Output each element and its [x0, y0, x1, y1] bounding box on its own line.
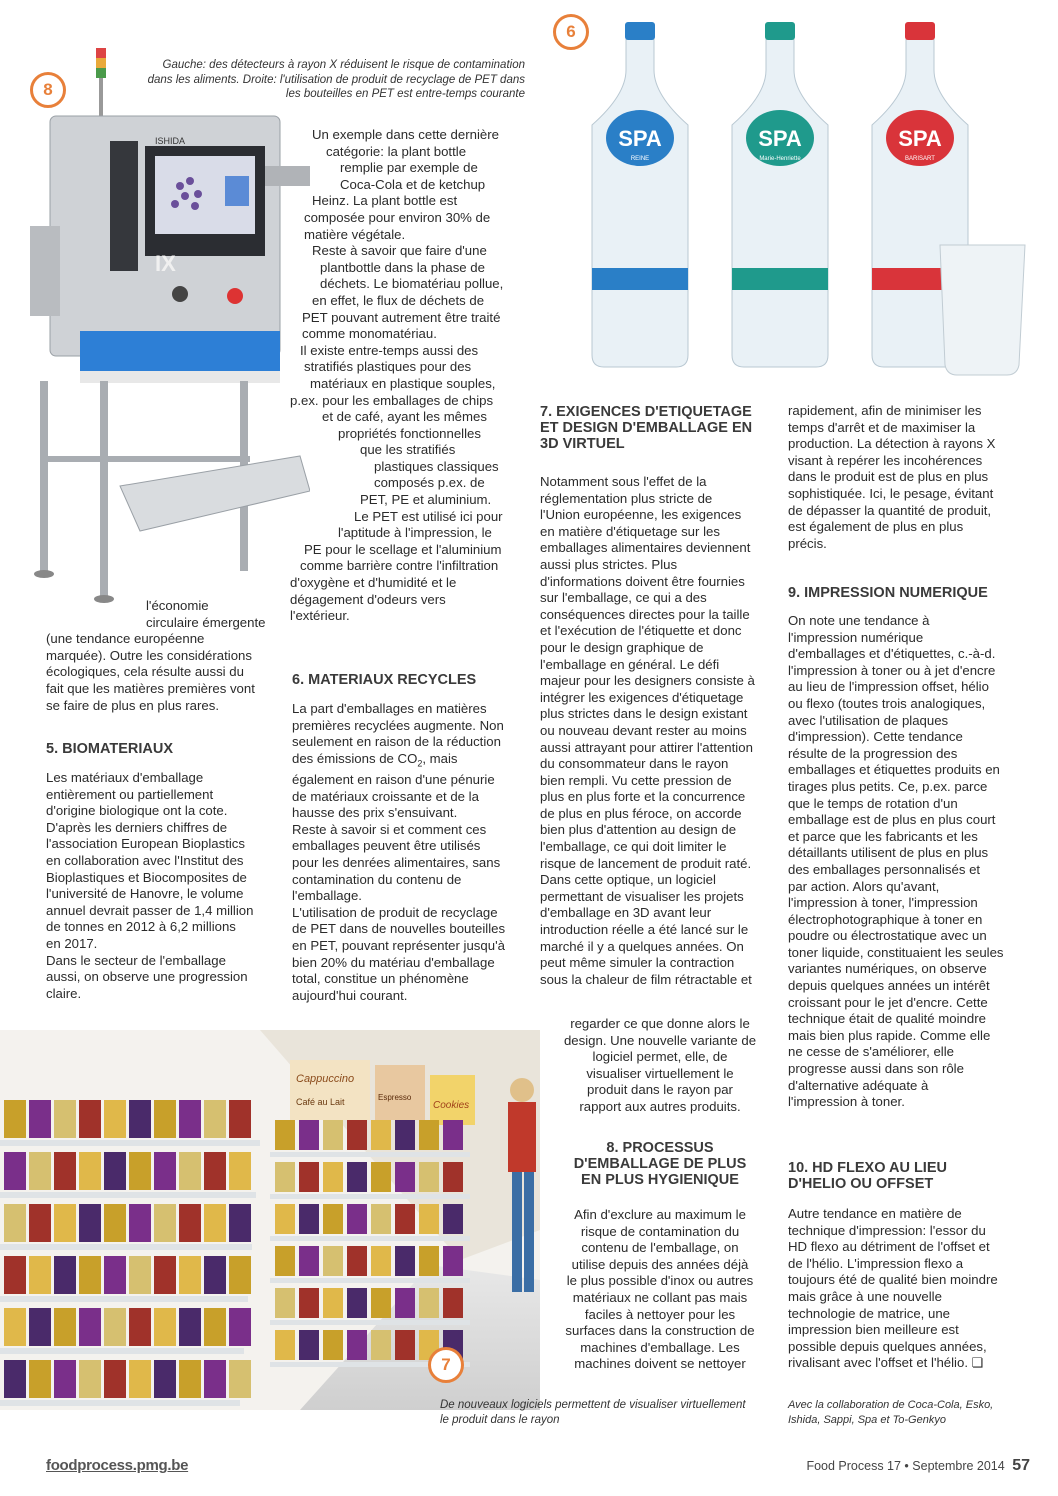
text-line: introduction réelle a été lancé sur le [540, 922, 749, 938]
text-line: intégrer les exigences d'étiquetage [540, 689, 744, 705]
text-line: temps d'arrêt et de maximiser la [788, 419, 976, 435]
text-line: en matière d'étiquetage sur les [540, 523, 720, 539]
text-line: que les stratifiés [360, 442, 456, 458]
text-line: aujourd'hui courant. [292, 987, 408, 1003]
text-line: précis. [788, 535, 827, 551]
text-line: l'emballage en général. Le défi [540, 656, 720, 672]
text-line: catégorie: la plant bottle [326, 143, 467, 159]
text-line: d'emballage en 3D avant leur [540, 905, 712, 921]
text-line: déchets. Le biomatériau pollue, [320, 276, 504, 292]
text-line: composés p.ex. de [374, 475, 485, 491]
text-line: sur l'emballage, ce qui a des [540, 590, 707, 606]
text-line: technique d'impression: l'essor du [788, 1222, 986, 1238]
text-line: dans le produit est de plus en plus [788, 469, 989, 485]
spa-bottle [592, 22, 688, 367]
paragraph-7-tail [540, 1016, 780, 1116]
text-line: comme monomatériau. [302, 326, 437, 342]
text-line: aussi attrayant pour attirer l'attention [540, 739, 753, 755]
text-line: ne cesse de s'améliorer, elle [788, 1044, 954, 1060]
text-line: Heinz. La plant bottle est [312, 193, 458, 209]
text-line: poudre ou électrostatique avec un [788, 928, 987, 944]
text-line: emballages et étiquettes produits en [788, 762, 1000, 778]
text-line: Dans cette optique, un logiciel [540, 872, 716, 888]
text-line: marquée). Outre les considérations [46, 647, 252, 663]
heading-6: 6. MATERIAUX RECYCLES [292, 672, 477, 688]
text-line: bien rempli. Vu cette pression de [540, 772, 732, 788]
text-line: marché il y a quelques années. On [540, 938, 744, 954]
text-line: Un exemple dans cette dernière [312, 127, 499, 142]
caption-top [120, 58, 525, 102]
text-line: en 2017. [46, 935, 98, 951]
text-line: d'alternative adéquate à [788, 1077, 929, 1093]
bottle-variant: REINE [630, 156, 650, 162]
text-line: Le PET est utilisé ici pour [354, 508, 503, 524]
text-line: également en raison d'une pénurie [292, 772, 495, 788]
p6-line-1: La part d'emballages en matières [292, 701, 487, 716]
caption-top-line-1: Gauche: des détecteurs à rayon X réduisent le risque de contamination [162, 59, 525, 71]
text-line: le plus possible d'inox ou autres [566, 1273, 754, 1289]
sign-cappuccino: Cappuccino [296, 1073, 355, 1085]
text-line: depuis quelques années un intérêt [788, 978, 990, 994]
text-line: et l'exécution de l'étiquette et donc [540, 623, 742, 639]
text-line: l'impression à toner ou à jet d'encre [788, 662, 996, 678]
text-line: emballage est de plus en plus court [788, 812, 996, 828]
text-line: rapport aux autres produits. [579, 1098, 741, 1114]
caption-bottom-line-1: De nouveaux logiciels permettent de visualiser virtuellement [440, 1399, 746, 1411]
p6-line-4-post: , mais [422, 750, 458, 766]
caption-top-line-3: les bouteilles en PET est entre-temps courante [285, 88, 525, 100]
text-line: ou flexo (toutes trois analogiques, [788, 695, 986, 711]
text-line: D'EMBALLAGE DE PLUS [573, 1156, 747, 1172]
text-line: production. La détection à rayons X [788, 436, 996, 452]
text-line: résulte de la progression des [788, 745, 958, 761]
text-line: possible depuis quelques années, [788, 1338, 987, 1354]
text-line: stratifiés plastiques pour des [304, 359, 472, 375]
machine-brand: ISHIDA [155, 136, 186, 146]
text-line: Reste à savoir que faire d'une [312, 243, 487, 259]
text-line: impression bien meilleure est [788, 1322, 959, 1338]
figure-badge-8: 8 [30, 72, 66, 108]
text-line: croissant pour le jet d'encre. Cette [788, 994, 988, 1010]
text-line: ET DESIGN D'EMBALLAGE EN [540, 420, 753, 436]
text-line: se faire de plus en plus rares. [46, 697, 219, 713]
text-line: composée pour environ 30% de [304, 209, 491, 225]
text-line: plantbottle dans la phase de [320, 259, 485, 275]
footer-page-number: 57 [1012, 1457, 1030, 1474]
text-line: est également de plus en plus [788, 519, 964, 535]
text-line: faciles à nettoyer pour les [584, 1306, 736, 1322]
text-line: matière végétale. [304, 226, 406, 242]
paragraph-6 [292, 701, 532, 1004]
credits-line-2: Ishida, Sappi, Spa et To-Genkyo [788, 1413, 946, 1426]
text-line: surfaces dans la construction de [565, 1323, 755, 1339]
text-line: mais grâce à une nouvelle [788, 1288, 942, 1304]
text-line: D'HELIO OU OFFSET [788, 1176, 934, 1192]
text-line: l'économie [146, 598, 209, 613]
credits-line-1: Avec la collaboration de Coca-Cola, Esko, [788, 1399, 994, 1411]
text-line: PE pour le scellage et l'aluminium [304, 541, 502, 557]
text-line: HD flexo au détriment de l'offset et [788, 1239, 990, 1255]
text-line: p.ex. pour les emballages de chips [290, 392, 494, 408]
text-line: pour les denrées alimentaires, sans [292, 854, 501, 870]
text-line: Autre tendance en matière de [788, 1206, 962, 1221]
text-line: Reste à savoir si et comment ces [292, 821, 487, 837]
text-line: par action. Alors qu'avant, [788, 878, 940, 894]
footer-site[interactable]: foodprocess.pmg.be [46, 1457, 189, 1474]
text-line: électrophotographique à toner en [788, 911, 983, 927]
text-line: 7. EXIGENCES D'ETIQUETAGE [540, 404, 752, 420]
column-b-top-text [290, 127, 530, 625]
text-line: toujours été de qualité bien moindre [788, 1272, 998, 1288]
text-line: machines doivent se nettoyer [574, 1356, 746, 1372]
text-line: produit dans le rayon par [587, 1082, 733, 1098]
credits [788, 1398, 1028, 1427]
text-line: design. Une nouvelle variante de [563, 1032, 757, 1048]
text-line: technique était de qualité moindre [788, 1011, 986, 1027]
paragraph-10 [788, 1206, 1028, 1372]
heading-5: 5. BIOMATERIAUX [46, 741, 174, 757]
text-line: aussi, on observe une progression [46, 969, 248, 985]
text-line: réglementation plus stricte de [540, 490, 713, 506]
text-line: hausse des prix s'ensuivant. [292, 805, 458, 821]
text-line: annuel devrait passer de 1,4 million [46, 902, 254, 918]
bottle-variant: BARISART [905, 156, 935, 162]
column-a-intro [46, 598, 276, 714]
end-of-article-mark: ❏ [967, 1355, 984, 1371]
p6-line-4-pre: des émissions de CO [292, 750, 418, 766]
text-line: au lieu de l'impression offset, hélio [788, 679, 989, 695]
text-line: emballages alimentaires deviennent [540, 540, 751, 556]
text-line: l'association European Bioplastics [46, 836, 245, 852]
p6-line-4 [292, 751, 532, 772]
text-line: rivalisant avec l'offset et l'hélio. ❏ [788, 1355, 984, 1371]
text-line: (une tendance européenne [46, 631, 205, 647]
text-line: de matériaux croissante et de la [292, 788, 479, 804]
text-line: du consommateur dans le rayon [540, 756, 729, 772]
heading-8 [565, 1140, 755, 1188]
text-line: visant à repérer les incohérences [788, 452, 983, 468]
text-line: sous la chaleur de film rétractable et [540, 971, 752, 987]
text-line: détaillants utilisent de plus en plus [788, 845, 989, 861]
text-line: plus en plus forte et la concurrence [540, 789, 746, 805]
text-line: entièrement ou partiellement [46, 786, 214, 802]
machine-model: IX [155, 251, 176, 276]
heading-10 [788, 1160, 1028, 1192]
text-line: risque de contamination du [580, 1223, 740, 1239]
text-line: bien 20% du matériau d'emballage [292, 954, 495, 970]
text-line: peut même simuler la contraction [540, 955, 735, 971]
text-line: 10. HD FLEXO AU LIEU [788, 1160, 947, 1176]
text-line: logiciel permet, elle, de [592, 1049, 728, 1065]
spa-bottles-photo [570, 20, 1030, 400]
text-line: Coca-Cola et de ketchup [340, 176, 486, 192]
text-line: de PET dans de nouvelles bouteilles [292, 921, 506, 937]
text-line: matériaux en plastique souples, [310, 375, 496, 391]
bottle-brand: SPA [898, 126, 942, 151]
text-line: remplie par exemple de [340, 160, 478, 176]
text-line: et de café, ayant les mêmes [322, 409, 487, 425]
text-line: d'impression). Cette tendance [788, 729, 963, 745]
text-line: l'emballage, ce qui doit limiter le [540, 839, 727, 855]
text-line: Notamment sous l'effet de la [540, 474, 707, 489]
text-line: d'emballages et d'étiquettes, c.-à-d. [788, 646, 996, 662]
text-line: propriétés fonctionnelles [338, 425, 481, 441]
text-line: Il existe entre-temps aussi des [300, 342, 479, 358]
text-line: 3D VIRTUEL [540, 436, 625, 452]
text-line: conséquences directes pour la taille [540, 606, 750, 622]
heading-9: 9. IMPRESSION NUMERIQUE [788, 585, 988, 601]
figure-badge-6: 6 [553, 14, 589, 50]
sign-cookies: Cookies [433, 1100, 470, 1111]
text-line: l'université de Hanovre, le volume [46, 886, 244, 902]
text-line: Dans le secteur de l'emballage [46, 952, 226, 968]
text-line: comme barrière contre l'infiltration [300, 558, 499, 574]
text-line: sophistiquée. Ici, le pesage, évitant [788, 485, 994, 501]
text-line: visualiser virtuellement le [586, 1065, 734, 1081]
p6-line-3: seulement en raison de la réduction [292, 734, 501, 750]
bottle-brand: SPA [758, 126, 802, 151]
text-line: majeur pour les designers consiste à [540, 673, 755, 689]
text-line: en effet, le flux de déchets de [312, 292, 485, 308]
text-line: d'informations doivent être fournies [540, 573, 745, 589]
text-line: avec l'utilisation de plaques [788, 712, 949, 728]
footer-issue-text: Food Process 17 • Septembre 2014 [806, 1459, 1005, 1473]
text-line: tirages plus petits. Ce, p.ex. parce [788, 778, 988, 794]
text-line: toner liquide, constituaient les seules [788, 944, 1004, 960]
caption-bottom [440, 1398, 780, 1427]
xray-machine-photo [10, 46, 310, 626]
text-line: l'impression numérique [788, 629, 924, 645]
text-line: plastiques classiques [374, 458, 499, 474]
paragraph-d-top [788, 403, 1028, 552]
spa-bottle [732, 22, 828, 367]
text-line: regarder ce que donne alors le [570, 1016, 750, 1031]
text-line: l'impression à toner, l'impression [788, 895, 978, 911]
text-line: D'après les derniers chiffres de [46, 819, 228, 835]
caption-top-line-2: dans les aliments. Droite: l'utilisation de produit de recyclage de PET dans [147, 73, 525, 86]
text-line: permettant de visualiser les projets [540, 888, 744, 904]
paragraph-8 [540, 1207, 780, 1373]
sign-cafe-au-lait: Café au Lait [296, 1097, 345, 1107]
text-line: ou nouveau devant rester au moins [540, 722, 747, 738]
heading-7 [540, 404, 780, 452]
footer-issue [780, 1457, 1030, 1475]
text-line: d'origine biologique ont la cote. [46, 803, 228, 819]
text-line: en PET, pouvant représenter jusqu'à [292, 937, 505, 953]
text-line: machines d'emballage. Les [580, 1339, 740, 1355]
text-line: variantes numériques, on observe [788, 961, 987, 977]
text-line: circulaire émergente [146, 614, 266, 630]
text-line: mais bien plus rapide. Comme elle [788, 1027, 991, 1043]
bottle-variant: Marie-Henriette [759, 156, 801, 162]
text-line: PET, PE et aluminium. [360, 492, 492, 508]
text-line: écologiques, cela résulte aussi du [46, 664, 244, 680]
p6-line-4-sub: 2 [417, 758, 423, 769]
text-line: l'emballage. [292, 888, 362, 904]
water-glass [940, 245, 1025, 375]
text-line: technologie de matrice, une [788, 1305, 951, 1321]
caption-bottom-line-2: le produit dans le rayon [440, 1413, 560, 1426]
text-line: Les matériaux d'emballage [46, 770, 204, 785]
text-line: bien plus d'attention au design de [540, 822, 737, 838]
text-line: l'Union européenne, les exigences [540, 507, 742, 523]
text-line: de tonnes en 2012 à 6,2 millions [46, 919, 236, 935]
text-line: que le temps de rotation d'un [788, 795, 958, 811]
text-line: contamination du contenu de [292, 871, 462, 887]
text-line: matériaux ne collant pas mais [572, 1289, 748, 1305]
text-line: risque de lancement de produit raté. [540, 855, 752, 871]
text-line: EN PLUS HYGIENIQUE [581, 1172, 739, 1188]
text-line: l'aptitude à l'impression, le [338, 525, 492, 541]
text-line: emballages peuvent être utilisés [292, 838, 481, 854]
text-line: pour le design graphique de [540, 639, 704, 655]
text-line: progresse aussi dans son rôle [788, 1061, 964, 1077]
text-line: dégagement d'odeurs vers [290, 591, 446, 607]
sign-espresso: Espresso [378, 1093, 412, 1102]
text-line: claire. [46, 985, 82, 1001]
text-line: fait que les matières premières vont [46, 680, 255, 696]
text-line: total, constitue un phénomène [292, 971, 469, 987]
figure-badge-7: 7 [428, 1347, 464, 1383]
paragraph-9 [788, 613, 1028, 1111]
text-line: aussi plus strictes. Plus [540, 556, 678, 572]
text-line: On note une tendance à [788, 613, 930, 628]
text-line: et parce que les fabricants et les [788, 828, 978, 844]
text-line: en collaboration avec l'Institut des [46, 852, 244, 868]
text-line: plus strictes dans le design existant [540, 706, 748, 722]
text-line: L'utilisation de produit de recyclage [292, 904, 498, 920]
text-line: de dépasser la quantité de produit, [788, 502, 992, 518]
text-line: de plus en plus féroce, on accorde [540, 805, 742, 821]
text-line: PET pouvant autrement être traité [302, 309, 501, 325]
text-line: contenu de l'emballage, on [581, 1240, 739, 1256]
text-line: Bioplastiques et Biocomposites de [46, 869, 247, 885]
text-line: utilise depuis des années déjà [571, 1256, 749, 1272]
paragraph-5 [46, 770, 276, 1002]
text-line: 8. PROCESSUS [606, 1140, 714, 1156]
text-line: l'extérieur. [290, 608, 350, 624]
text-line: de l'hélio. L'impression flexo a [788, 1255, 964, 1271]
text-line: l'impression à toner. [788, 1094, 905, 1110]
p6-line-2: premières recyclées augmente. Non [292, 717, 504, 733]
text-line: des emballages personnalisés et [788, 861, 981, 877]
text-line: Afin d'exclure au maximum le [574, 1207, 746, 1222]
bottle-brand: SPA [618, 126, 662, 151]
text-line: d'oxygène et d'humidité et le [290, 575, 457, 591]
text-line: rapidement, afin de minimiser les [788, 403, 982, 418]
paragraph-7 [540, 474, 780, 988]
